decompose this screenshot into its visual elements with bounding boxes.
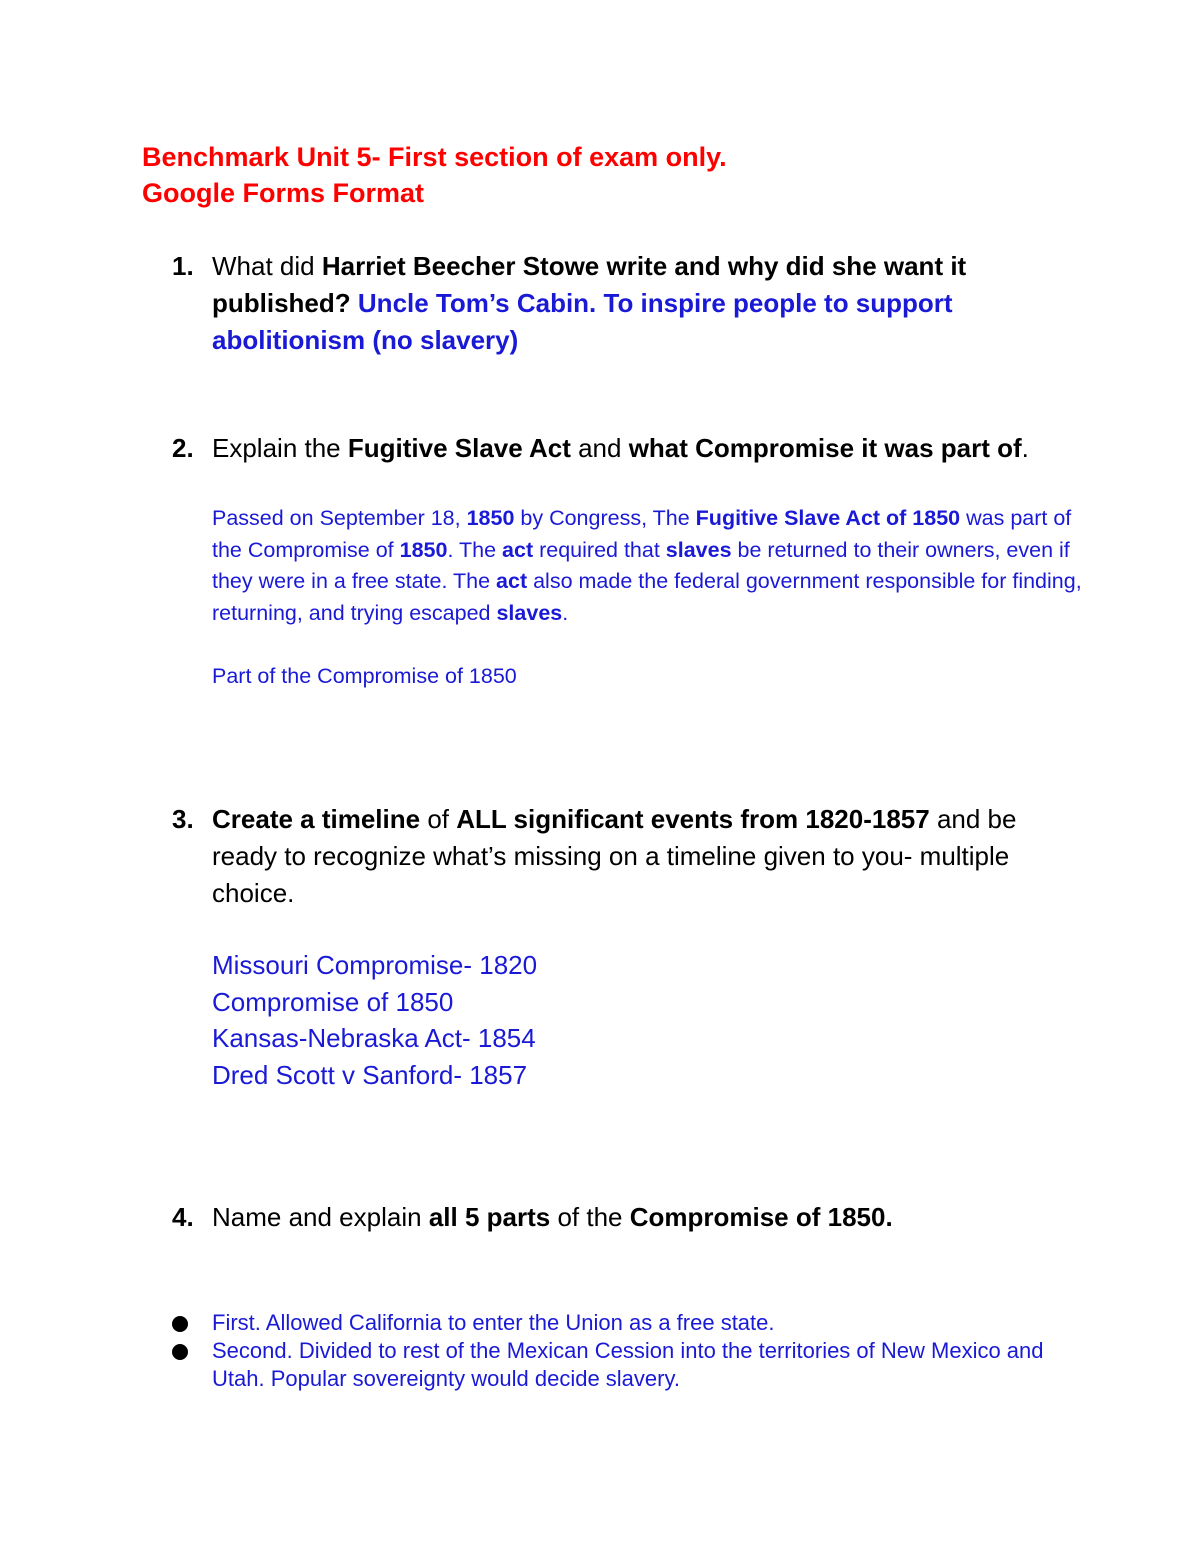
question-2 xyxy=(212,430,1072,467)
question-2-text-b: Fugitive Slave Act xyxy=(347,433,571,463)
question-2-text-a: Explain the xyxy=(212,433,348,463)
answer-2-part: was part of the Compromise of xyxy=(212,506,1072,562)
question-3-number: 3. xyxy=(172,804,194,834)
timeline-item: Dred Scott v Sanford- 1857 xyxy=(212,1059,528,1090)
answer-2-part: act xyxy=(496,569,528,593)
question-2-answer-compromise: Part of the Compromise of 1850 xyxy=(212,664,517,688)
list-item xyxy=(172,1309,1072,1337)
bullet-icon xyxy=(172,1344,188,1360)
list-item xyxy=(172,1337,1072,1393)
bullet-icon xyxy=(172,1316,188,1332)
answer-2-part: . xyxy=(562,600,569,625)
question-1-text-b: Harriet Beecher Stowe write and why did she want it published? xyxy=(212,251,967,318)
question-2-text-e: . xyxy=(1021,433,1029,463)
answer-2-part: 1850 xyxy=(399,537,448,562)
question-1-answer: Uncle Tom’s Cabin. To inspire people to support abolitionism (no slavery) xyxy=(212,288,953,355)
answer-2-part: also made the federal government responsible for finding, returning, and trying escaped xyxy=(212,569,1082,625)
answer-2-part: . The xyxy=(447,537,503,562)
question-3-text-b: of xyxy=(420,804,457,834)
question-4-text-c: of the xyxy=(550,1202,630,1232)
question-2-text-d: what Compromise it was part of xyxy=(628,433,1022,463)
answer-2-part: be returned to their owners, even if they were in a free state. The xyxy=(212,537,1070,593)
question-4 xyxy=(212,1199,1072,1236)
answer-2-part: slaves xyxy=(496,600,563,625)
document-subtitle: Google Forms Format xyxy=(142,178,425,208)
question-3 xyxy=(212,801,1072,912)
answer-2-part: by Congress, The xyxy=(514,506,696,530)
timeline-item: Compromise of 1850 xyxy=(212,986,454,1017)
question-2-number: 2. xyxy=(172,433,194,463)
question-3-text-d: and be ready to recognize what’s missing on a timeline given to you- multiple choice. xyxy=(212,804,1017,908)
question-1-text-a: What did xyxy=(212,251,322,281)
answer-2-part: Fugitive Slave Act of 1850 xyxy=(695,506,961,530)
question-1-number: 1. xyxy=(172,251,194,281)
question-3-text-a: Create a timeline xyxy=(212,804,421,834)
timeline-list xyxy=(212,947,537,1093)
list-item-text: Second. Divided to rest of the Mexican Cession into the territories of New Mexico and Utah. Popular sovereignty would decide slavery. xyxy=(212,1338,1044,1391)
question-1-text-c xyxy=(351,288,358,318)
question-1 xyxy=(212,248,1072,359)
answer-2-part: Passed on September 18, xyxy=(212,506,467,530)
question-4-text-a: Name and explain xyxy=(212,1202,429,1232)
document-title: Benchmark Unit 5- First section of exam only. xyxy=(142,142,727,172)
answer-2-part: act xyxy=(502,537,534,562)
answer-2-part: required that xyxy=(533,537,666,562)
answer-2-part: slaves xyxy=(665,537,732,562)
question-2-text-c: and xyxy=(570,433,629,463)
answer-2-part: 1850 xyxy=(466,506,515,530)
question-4-number: 4. xyxy=(172,1202,194,1232)
timeline-item: Kansas-Nebraska Act- 1854 xyxy=(212,1023,536,1053)
question-2-answer xyxy=(212,503,1092,629)
timeline-item: Missouri Compromise- 1820 xyxy=(212,950,538,980)
list-item-text: First. Allowed California to enter the Union as a free state. xyxy=(212,1310,775,1335)
compromise-parts-list xyxy=(172,1309,1072,1393)
question-3-text-c: ALL significant events from 1820-1857 xyxy=(456,804,930,834)
question-4-text-d: Compromise of 1850. xyxy=(629,1202,893,1232)
question-4-text-b: all 5 parts xyxy=(428,1202,551,1232)
